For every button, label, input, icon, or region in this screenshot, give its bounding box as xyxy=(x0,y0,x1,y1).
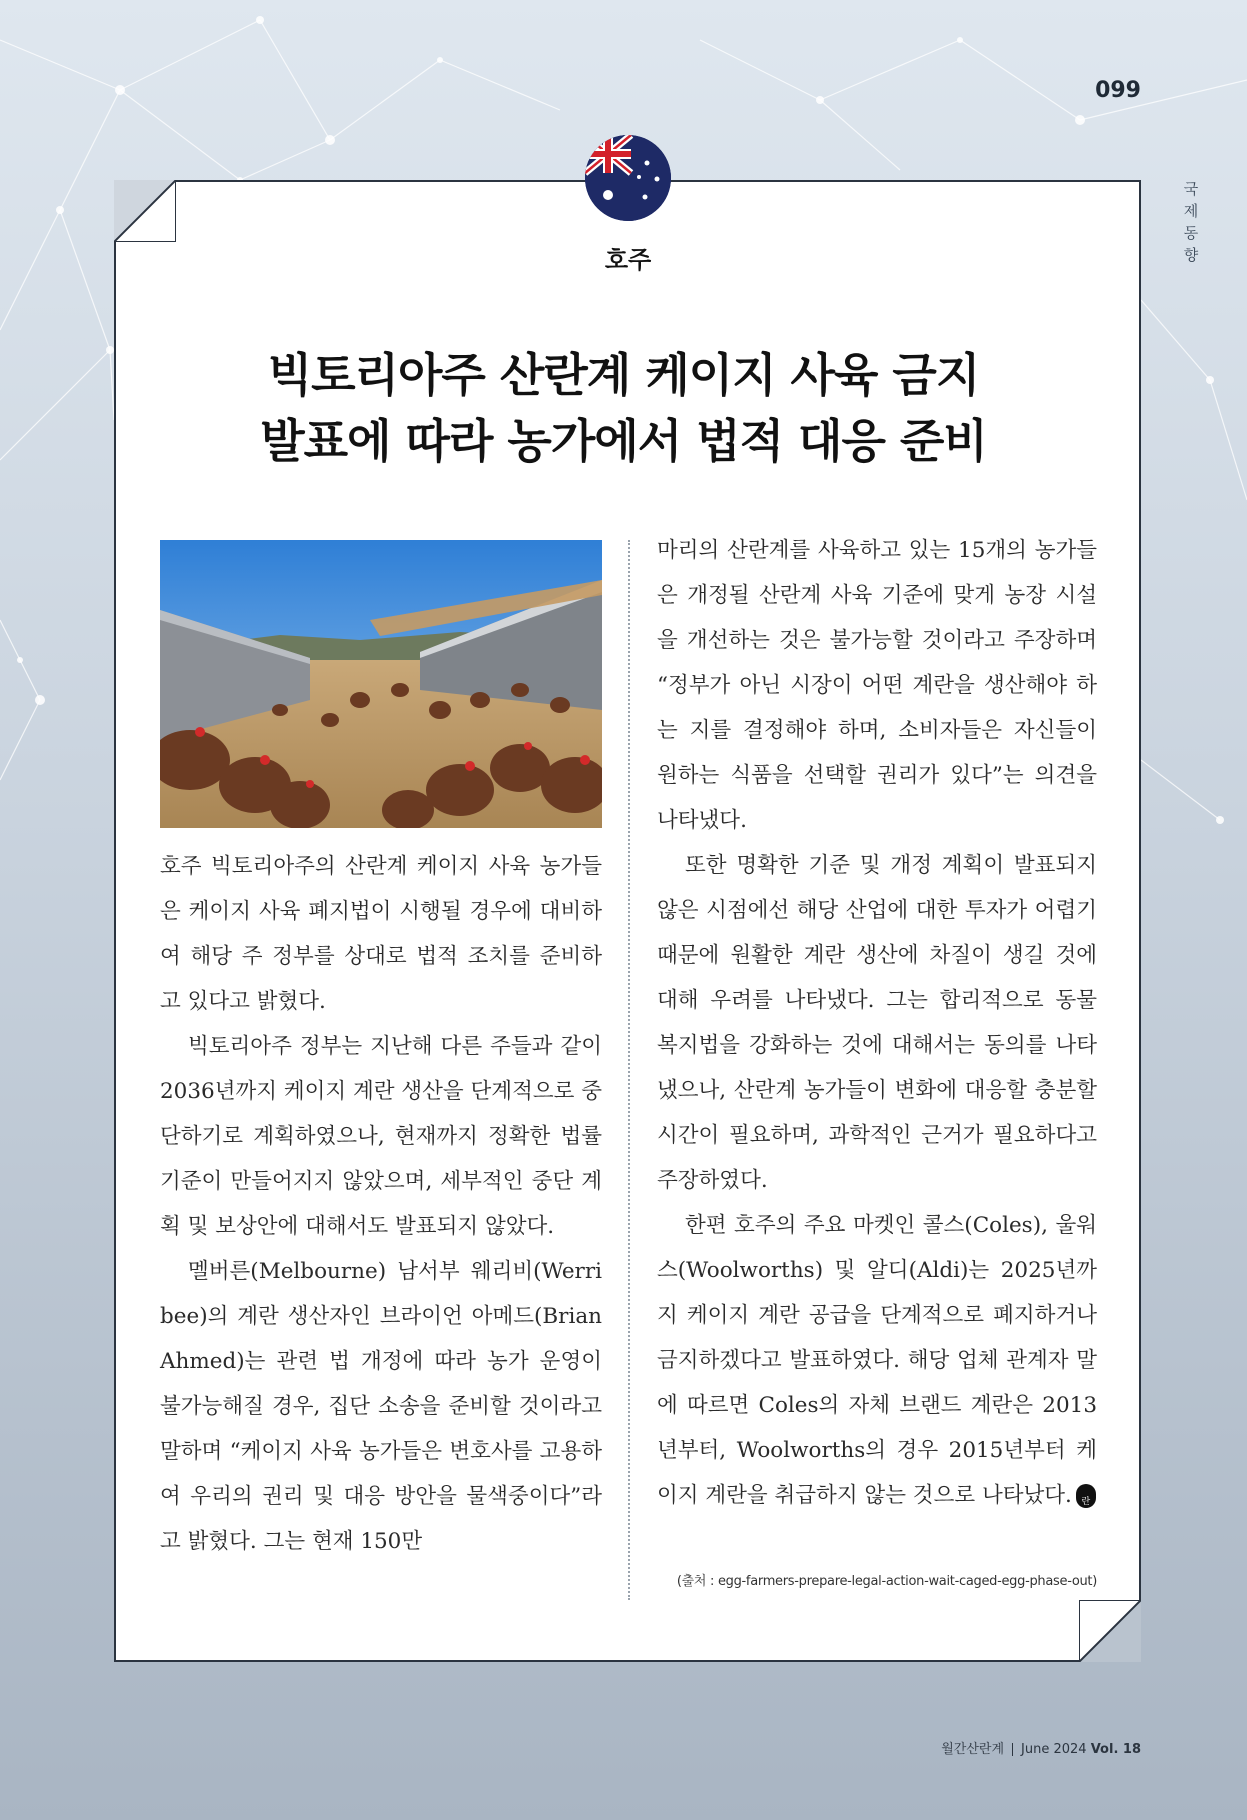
headline-line-2: 발표에 따라 농가에서 법적 대응 준비 xyxy=(260,414,987,468)
australia-flag-icon xyxy=(585,135,671,221)
page-fold-bottom-right xyxy=(1079,1600,1141,1662)
end-mark-icon: 산란 xyxy=(1076,1484,1096,1508)
country-label: 호주 xyxy=(604,246,652,274)
paragraph-text: 한편 호주의 주요 마켓인 콜스(Coles), 울워스(Woolworths) 및 알디(Aldi)는 2025년까지 케이지 계란 공급을 단계적으로 폐지하거나 금지하겠다고 발표하였다. 해당 업체 관계자 말에 따르면 Coles의 자체 브랜드 계란은 2013년부터, Woolworths의 경우 2015년부터 케이지 계란을 취급하지 않는 것으로 나타났다. xyxy=(657,1213,1097,1508)
magazine-name: 월간산란계 xyxy=(941,1742,1005,1757)
page-fold-top-left xyxy=(114,180,176,242)
page-footer xyxy=(941,1738,1141,1757)
issue-volume: Vol. 18 xyxy=(1090,1742,1141,1757)
headline-line-1: 빅토리아주 산란계 케이지 사육 금지 xyxy=(267,348,980,402)
paragraph: 호주 빅토리아주의 산란계 케이지 사육 농가들은 케이지 사육 폐지법이 시행될 경우에 대비하여 해당 주 정부를 상대로 법적 조치를 준비하고 있다고 밝혔다. xyxy=(160,854,602,1014)
hen-farm-photo xyxy=(160,540,602,828)
paragraph: 빅토리아주 정부는 지난해 다른 주들과 같이 2036년까지 케이지 계란 생산을 단계적으로 중단하기로 계획하였으나, 현재까지 정확한 법률 기준이 만들어지지 않았으며, 세부적인 중단 계획 및 보상안에 대해서도 발표되지 않았다. xyxy=(160,1034,602,1239)
paragraph xyxy=(657,1203,1113,1518)
paragraph: 마리의 산란계를 사육하고 있는 15개의 농가들은 개정될 산란계 사육 기준에 맞게 농장 시설을 개선하는 것은 불가능할 것이라고 주장하며 “정부가 아닌 시장이 어떤 계란을 생산해야 하는 지를 결정해야 하며, 소비자들은 자신들이 원하는 식품을 선택할 권리가 있다”는 의견을 나타냈다. xyxy=(657,538,1097,833)
section-label: 국제 동향 xyxy=(1183,180,1199,264)
article-right-column xyxy=(657,528,1113,1518)
source-citation: (출처 : egg-farmers-prepare-legal-action-wait-caged-egg-phase-out) xyxy=(676,1574,1097,1589)
footer-separator xyxy=(1012,1743,1013,1756)
page-number: 099 xyxy=(1095,78,1141,103)
paragraph: 또한 명확한 기준 및 개정 계획이 발표되지 않은 시점에선 해당 산업에 대한 투자가 어렵기 때문에 원활한 계란 생산에 차질이 생길 것에 대해 우려를 나타냈다. 그는 합리적으로 동물 복지법을 강화하는 것에 대해서는 동의를 나타냈으나, 산란계 농가들이 변화에 대응할 충분할 시간이 필요하며, 과학적인 근거가 필요하다고 주장하였다. xyxy=(657,853,1097,1193)
issue-date: June 2024 xyxy=(1021,1742,1087,1757)
paragraph: 멜버른(Melbourne) 남서부 웨리비(Werribee)의 계란 생산자인 브라이언 아메드(Brian Ahmed)는 관련 법 개정에 따라 농가 운영이 불가능해질 경우, 집단 소송을 준비할 것이라고 말하며 “케이지 사육 농가들은 변호사를 고용하여 우리의 권리 및 대응 방안을 물색중이다”라고 밝혔다. 그는 현재 150만 xyxy=(160,1259,602,1554)
article-left-column xyxy=(160,844,602,1564)
column-divider xyxy=(628,540,630,1600)
headline xyxy=(180,342,1067,474)
